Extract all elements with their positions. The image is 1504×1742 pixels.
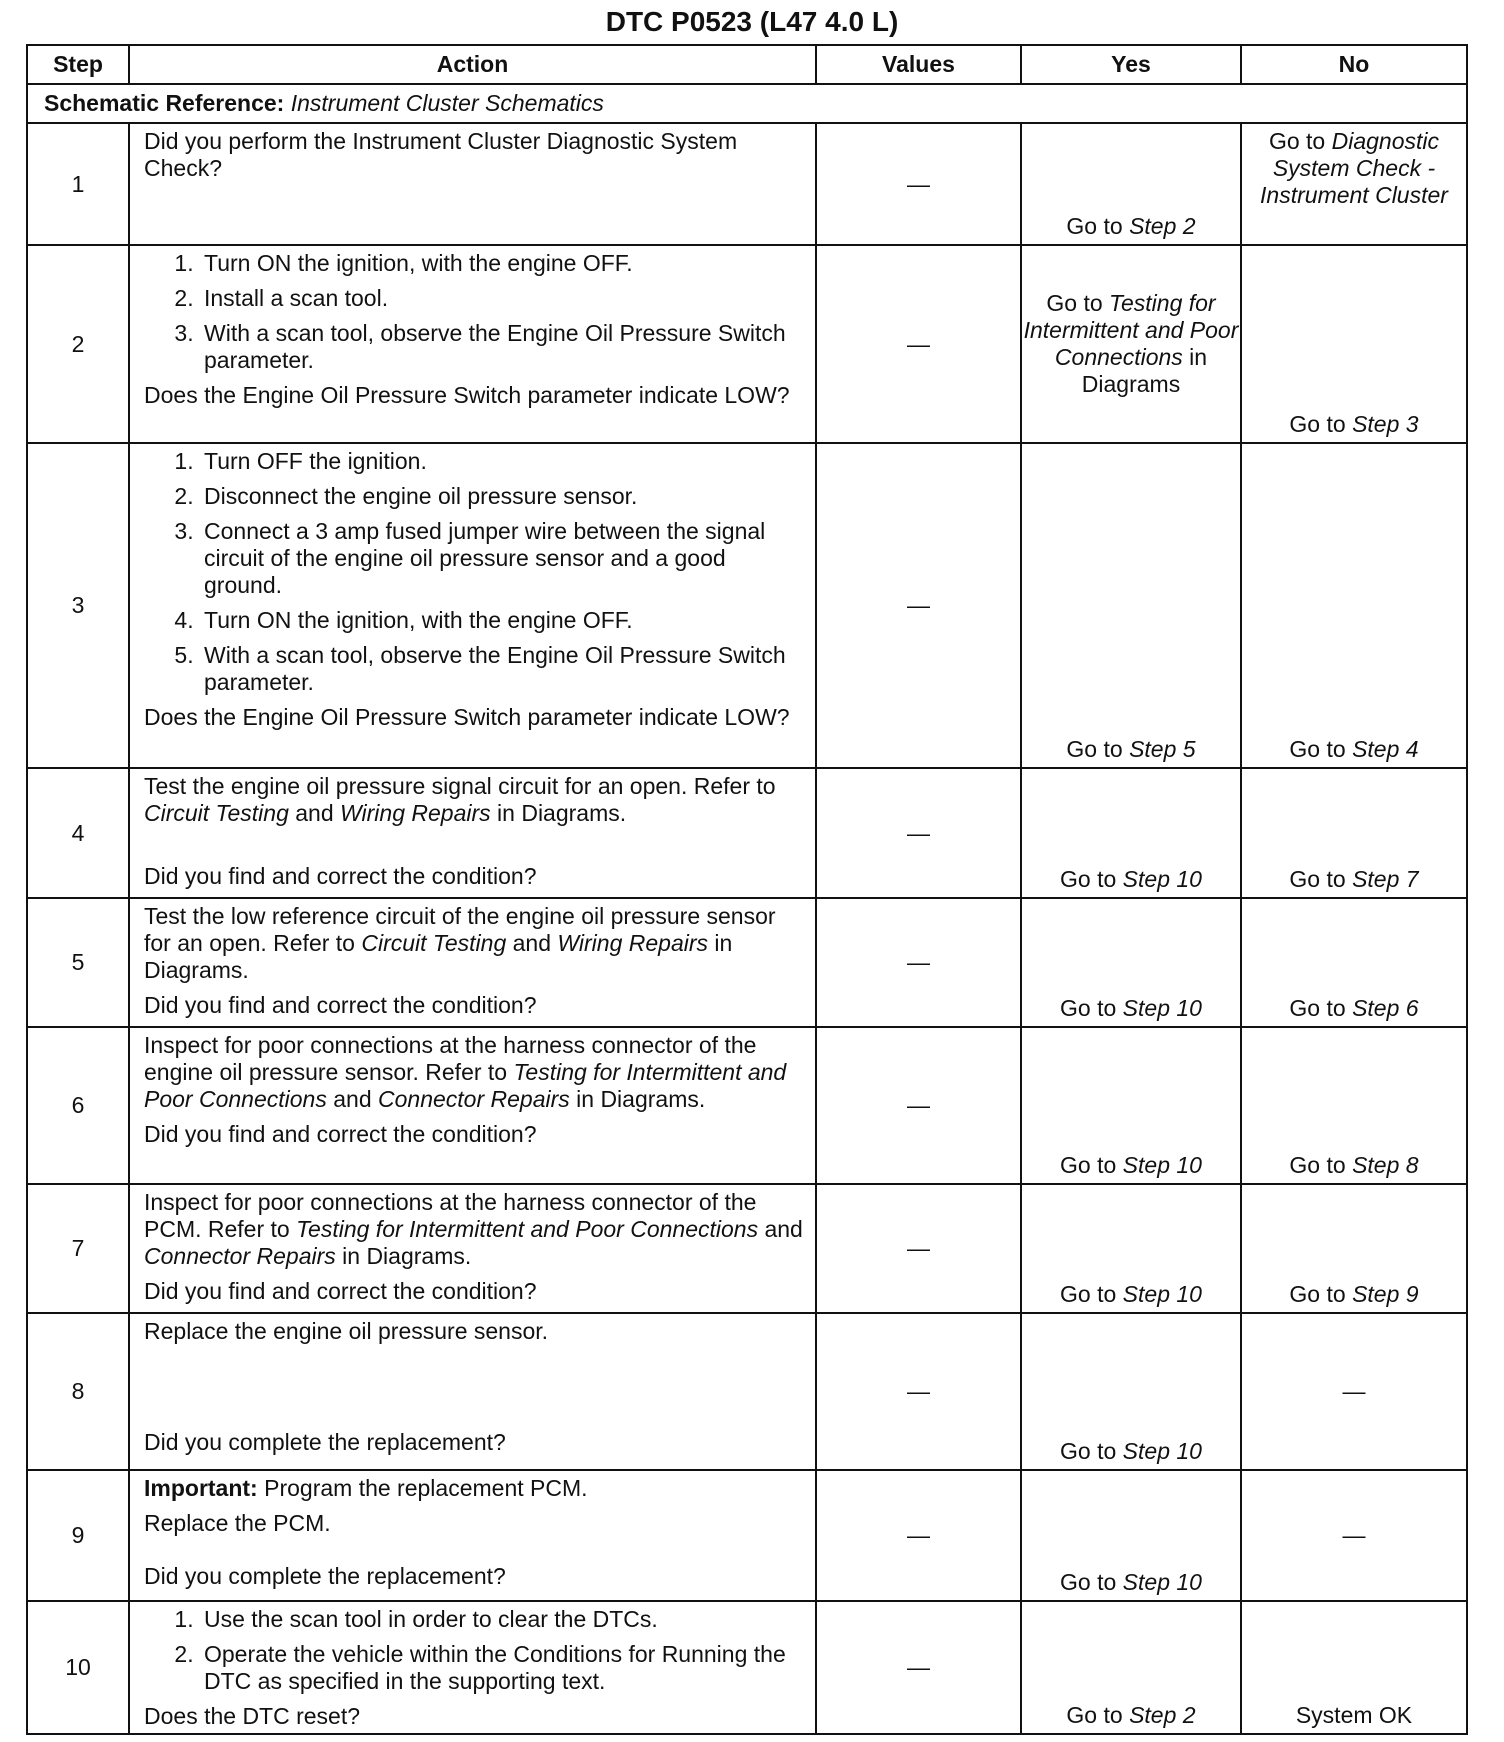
goto-text: Go to <box>1289 995 1346 1021</box>
ref-link[interactable]: Connector Repairs <box>144 1243 336 1269</box>
goto-text: Go to <box>1060 1152 1117 1178</box>
action-list <box>144 1606 805 1695</box>
table-row <box>27 1027 1467 1184</box>
step-number: 3 <box>27 443 129 768</box>
list-item: 2. Disconnect the engine oil pressure sensor. <box>200 483 805 510</box>
action-question: Does the Engine Oil Pressure Switch parameter indicate LOW? <box>144 704 790 730</box>
action-list <box>144 448 805 696</box>
action-question: Did you find and correct the condition? <box>144 1121 537 1147</box>
no-link[interactable]: Step 6 <box>1352 995 1419 1021</box>
no-link[interactable]: Step 4 <box>1352 736 1419 762</box>
table-row <box>27 123 1467 245</box>
step-number: 8 <box>27 1313 129 1470</box>
values-cell: — <box>816 1184 1021 1313</box>
action-text: Replace the PCM. <box>144 1510 331 1536</box>
action-cell <box>129 1601 816 1734</box>
action-cell <box>129 123 816 245</box>
yes-cell <box>1021 443 1241 768</box>
values-cell: — <box>816 898 1021 1027</box>
goto-text: Go to <box>1060 995 1117 1021</box>
table-row <box>27 1184 1467 1313</box>
action-question: Does the Engine Oil Pressure Switch parameter indicate LOW? <box>144 382 790 408</box>
yes-link[interactable]: Step 10 <box>1122 866 1202 892</box>
goto-text: Go to <box>1289 411 1346 437</box>
no-link[interactable]: Diagnostic System Check - Instrument Cluster <box>1260 128 1448 208</box>
values-cell: — <box>816 245 1021 443</box>
yes-link[interactable]: Step 10 <box>1122 1569 1202 1595</box>
no-cell <box>1241 898 1467 1027</box>
goto-text: Go to <box>1289 1281 1346 1307</box>
goto-text: Go to <box>1060 1438 1117 1464</box>
table-row <box>27 1470 1467 1601</box>
values-cell: — <box>816 123 1021 245</box>
action-cell <box>129 245 816 443</box>
action-cell <box>129 1313 816 1470</box>
no-cell <box>1241 123 1467 245</box>
yes-cell <box>1021 1601 1241 1734</box>
schematic-label: Schematic Reference: <box>44 90 285 116</box>
yes-link[interactable]: Step 2 <box>1129 1702 1196 1728</box>
yes-cell <box>1021 768 1241 898</box>
header-values: Values <box>816 45 1021 84</box>
schematic-link[interactable]: Instrument Cluster Schematics <box>290 90 604 116</box>
goto-text: Go to <box>1060 1281 1117 1307</box>
step-number: 5 <box>27 898 129 1027</box>
goto-text: Go to <box>1268 128 1326 154</box>
schematic-row <box>27 84 1467 123</box>
yes-link[interactable]: Step 10 <box>1122 1438 1202 1464</box>
values-cell: — <box>816 1470 1021 1601</box>
action-text: Replace the engine oil pressure sensor. <box>144 1318 549 1344</box>
yes-suffix: in Diagrams <box>1081 344 1208 397</box>
step-number: 2 <box>27 245 129 443</box>
ref-link[interactable]: Wiring Repairs <box>557 930 709 956</box>
yes-cell <box>1021 1470 1241 1601</box>
yes-cell <box>1021 123 1241 245</box>
table-row <box>27 1601 1467 1734</box>
no-cell: — <box>1241 1470 1467 1601</box>
table-row <box>27 898 1467 1027</box>
ref-link[interactable]: Connector Repairs <box>378 1086 570 1112</box>
yes-cell <box>1021 898 1241 1027</box>
goto-text: Go to <box>1046 290 1103 316</box>
action-text: Inspect for poor connections at the harness connector of the PCM. Refer to Testing for Intermittent and Poor Connections and Connector Repairs in Diagrams. <box>144 1189 803 1269</box>
list-item: 3. Connect a 3 amp fused jumper wire between the signal circuit of the engine oil pressure sensor and a good ground. <box>200 518 805 599</box>
action-question: Did you find and correct the condition? <box>144 1278 537 1304</box>
list-item: 2. Install a scan tool. <box>200 285 805 312</box>
no-cell: — <box>1241 1313 1467 1470</box>
no-link[interactable]: Step 7 <box>1352 866 1419 892</box>
ref-link[interactable]: Circuit Testing <box>361 930 507 956</box>
values-cell: — <box>816 1027 1021 1184</box>
header-row <box>27 45 1467 84</box>
header-no: No <box>1241 45 1467 84</box>
ref-link[interactable]: Circuit Testing <box>144 800 289 826</box>
yes-cell <box>1021 245 1241 443</box>
values-cell: — <box>816 1601 1021 1734</box>
step-number: 7 <box>27 1184 129 1313</box>
goto-text: Go to <box>1289 866 1346 892</box>
goto-text: Go to <box>1066 1702 1123 1728</box>
yes-link[interactable]: Step 5 <box>1129 736 1196 762</box>
no-link[interactable]: Step 3 <box>1352 411 1419 437</box>
action-cell <box>129 1184 816 1313</box>
step-number: 9 <box>27 1470 129 1601</box>
action-question: Did you find and correct the condition? <box>144 863 537 889</box>
action-text: Test the low reference circuit of the engine oil pressure sensor for an open. Refer to Circuit Testing and Wiring Repairs in Diagrams. <box>144 903 776 983</box>
header-step: Step <box>27 45 129 84</box>
action-text: Did you perform the Instrument Cluster Diagnostic System Check? <box>144 128 738 181</box>
ref-link[interactable]: Wiring Repairs <box>340 800 491 826</box>
list-item: 2. Operate the vehicle within the Conditions for Running the DTC as specified in the supporting text. <box>200 1641 805 1695</box>
no-cell: System OK <box>1241 1601 1467 1734</box>
table-row <box>27 245 1467 443</box>
yes-cell <box>1021 1027 1241 1184</box>
list-item: 1. Use the scan tool in order to clear the DTCs. <box>200 1606 805 1633</box>
step-number: 1 <box>27 123 129 245</box>
no-cell <box>1241 1184 1467 1313</box>
list-item: 1. Turn OFF the ignition. <box>200 448 805 475</box>
ref-link[interactable]: Testing for Intermittent and Poor Connections <box>296 1216 759 1242</box>
ref-link[interactable]: Testing for Intermittent and Poor Connections <box>144 1059 787 1112</box>
action-question: Did you complete the replacement? <box>144 1563 506 1589</box>
values-cell: — <box>816 1313 1021 1470</box>
action-cell <box>129 1470 816 1601</box>
action-cell <box>129 1027 816 1184</box>
yes-link[interactable]: Step 10 <box>1122 995 1202 1021</box>
goto-text: Go to <box>1060 1569 1117 1595</box>
no-cell <box>1241 443 1467 768</box>
step-number: 6 <box>27 1027 129 1184</box>
goto-text: Go to <box>1289 736 1346 762</box>
goto-text: Go to <box>1066 213 1123 239</box>
no-cell <box>1241 768 1467 898</box>
table-row <box>27 768 1467 898</box>
yes-cell <box>1021 1184 1241 1313</box>
page-title: DTC P0523 (L47 4.0 L) <box>605 6 899 37</box>
yes-link[interactable]: Step 10 <box>1122 1152 1202 1178</box>
goto-text: Go to <box>1289 1152 1346 1178</box>
action-question: Does the DTC reset? <box>144 1703 361 1729</box>
values-cell: — <box>816 768 1021 898</box>
table-row <box>27 443 1467 768</box>
action-list <box>144 250 805 374</box>
schematic-reference <box>27 84 1467 123</box>
action-question: Did you complete the replacement? <box>144 1429 506 1455</box>
values-cell: — <box>816 443 1021 768</box>
list-item: 3. With a scan tool, observe the Engine Oil Pressure Switch parameter. <box>200 320 805 374</box>
action-cell <box>129 768 816 898</box>
no-cell <box>1241 1027 1467 1184</box>
goto-text: Go to <box>1060 866 1117 892</box>
header-action: Action <box>129 45 816 84</box>
step-number: 10 <box>27 1601 129 1734</box>
important-note: Important: Program the replacement PCM. <box>144 1475 588 1501</box>
action-question: Did you find and correct the condition? <box>144 992 537 1018</box>
diagnostic-table <box>26 44 1468 1735</box>
table-row <box>27 1313 1467 1470</box>
yes-link[interactable]: Step 10 <box>1122 1281 1202 1307</box>
no-link[interactable]: Step 8 <box>1352 1152 1419 1178</box>
goto-text: Go to <box>1066 736 1123 762</box>
header-yes: Yes <box>1021 45 1241 84</box>
list-item: 1. Turn ON the ignition, with the engine OFF. <box>200 250 805 277</box>
action-cell <box>129 443 816 768</box>
yes-link[interactable]: Step 2 <box>1129 213 1196 239</box>
no-link[interactable]: Step 9 <box>1352 1281 1419 1307</box>
yes-link[interactable]: Testing for Intermittent and Poor Connections <box>1023 290 1239 370</box>
list-item: 5. With a scan tool, observe the Engine Oil Pressure Switch parameter. <box>200 642 805 696</box>
no-cell <box>1241 245 1467 443</box>
action-text: Test the engine oil pressure signal circuit for an open. Refer to Circuit Testing and Wiring Repairs in Diagrams. <box>144 773 776 826</box>
action-cell <box>129 898 816 1027</box>
action-text: Inspect for poor connections at the harness connector of the engine oil pressure sensor. Refer to Testing for Intermittent and Poor Connections and Connector Repairs in Diagrams. <box>144 1032 787 1112</box>
yes-cell <box>1021 1313 1241 1470</box>
step-number: 4 <box>27 768 129 898</box>
list-item: 4. Turn ON the ignition, with the engine OFF. <box>200 607 805 634</box>
